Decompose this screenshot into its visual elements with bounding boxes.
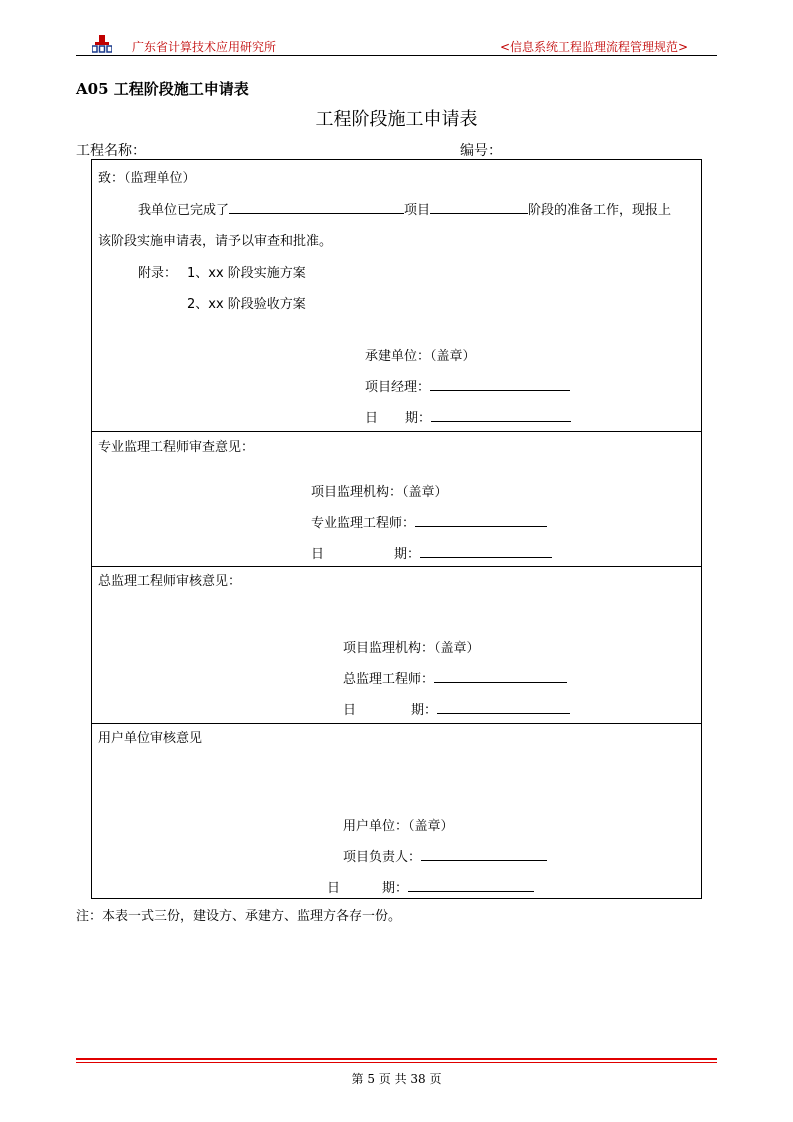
project-leader-label: 项目负责人： bbox=[343, 850, 422, 865]
statement-line-2: 该阶段实施申请表，请予以审查和批准。 bbox=[98, 234, 333, 249]
document-heading: A05 工程阶段施工申请表 bbox=[76, 80, 249, 98]
contractor-unit-label: 承建单位：（盖章） bbox=[365, 349, 476, 364]
chief-engineer-field bbox=[343, 668, 567, 687]
institute-logo-icon bbox=[92, 35, 112, 53]
chief-date-field bbox=[343, 699, 570, 718]
header-document-title: <信息系统工程监理流程管理规范> bbox=[500, 40, 689, 54]
user-review-title: 用户单位审核意见 bbox=[98, 731, 203, 746]
project-phase-blank[interactable] bbox=[430, 201, 528, 214]
date-label-ri: 日 bbox=[343, 703, 357, 718]
statement-part-3: 阶段的准备工作，现报上 bbox=[528, 203, 672, 218]
project-manager-field bbox=[365, 376, 570, 395]
footer-divider-thin bbox=[76, 1062, 717, 1063]
user-date-field bbox=[327, 877, 534, 896]
attachment-item-2: 2、xx 阶段验收方案 bbox=[187, 297, 306, 312]
addressee-line: 致：（监理单位） bbox=[98, 171, 196, 186]
project-name-label: 工程名称： bbox=[76, 143, 146, 159]
specialist-date-field bbox=[311, 543, 552, 562]
chief-review-title: 总监理工程师审核意见： bbox=[98, 574, 242, 589]
application-form-table bbox=[91, 159, 702, 899]
project-manager-blank[interactable] bbox=[430, 378, 570, 391]
date-label-qi: 期： bbox=[411, 703, 438, 718]
date-label-ri: 日 bbox=[365, 411, 379, 426]
row-divider-1 bbox=[92, 431, 701, 432]
form-note: 注：本表一式三份，建设方、承建方、监理方各存一份。 bbox=[76, 909, 402, 924]
attachment-item-1: 1、xx 阶段实施方案 bbox=[187, 266, 306, 281]
specialist-engineer-blank[interactable] bbox=[415, 514, 547, 527]
chief-org-label: 项目监理机构：（盖章） bbox=[343, 641, 480, 656]
date-label-qi: 期： bbox=[405, 411, 432, 426]
specialist-engineer-field bbox=[311, 512, 547, 531]
date-label-qi: 期： bbox=[394, 547, 421, 562]
user-unit-label: 用户单位：（盖章） bbox=[343, 819, 454, 834]
user-date-blank[interactable] bbox=[408, 879, 534, 892]
date-label-qi: 期： bbox=[382, 881, 409, 896]
chief-engineer-blank[interactable] bbox=[434, 670, 567, 683]
completion-statement bbox=[138, 199, 671, 218]
statement-part-2: 项目 bbox=[404, 203, 431, 218]
specialist-engineer-label: 专业监理工程师： bbox=[311, 516, 416, 531]
attachment-label: 附录： bbox=[138, 266, 178, 281]
header-divider bbox=[76, 55, 717, 56]
date-label-ri: 日 bbox=[311, 547, 325, 562]
row-divider-2 bbox=[92, 566, 701, 567]
completed-item-blank[interactable] bbox=[229, 201, 404, 214]
project-number-label: 编号： bbox=[460, 143, 502, 159]
contractor-date-blank[interactable] bbox=[431, 409, 571, 422]
chief-engineer-label: 总监理工程师： bbox=[343, 672, 435, 687]
statement-part-1: 我单位已完成了 bbox=[138, 203, 230, 218]
project-manager-label: 项目经理： bbox=[365, 380, 431, 395]
footer-divider-thick bbox=[76, 1058, 717, 1060]
contractor-date-field bbox=[365, 407, 571, 426]
form-title: 工程阶段施工申请表 bbox=[315, 109, 478, 130]
header-organization: 广东省计算技术应用研究所 bbox=[132, 40, 277, 54]
chief-date-blank[interactable] bbox=[437, 701, 570, 714]
date-label-ri: 日 bbox=[327, 881, 341, 896]
row-divider-3 bbox=[92, 723, 701, 724]
supervision-org-label: 项目监理机构：（盖章） bbox=[311, 485, 448, 500]
specialist-review-title: 专业监理工程师审查意见： bbox=[98, 440, 255, 455]
project-leader-field bbox=[343, 846, 547, 865]
page-number: 第 5 页 共 38 页 bbox=[351, 1072, 442, 1086]
project-leader-blank[interactable] bbox=[421, 848, 547, 861]
specialist-date-blank[interactable] bbox=[420, 545, 552, 558]
